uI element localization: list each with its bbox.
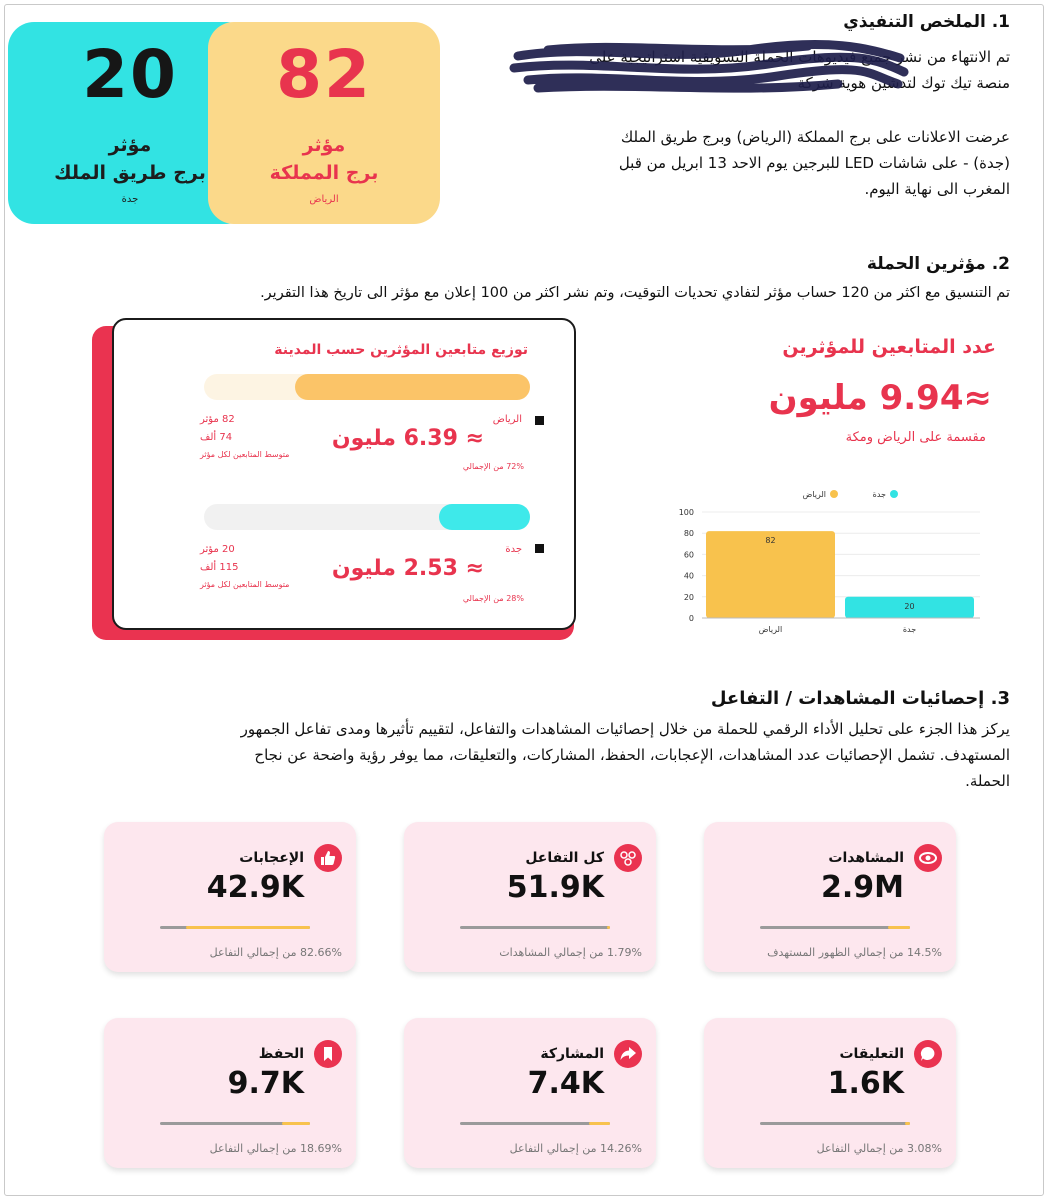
chart-x-label: جدة [902,625,917,634]
chart-data-label: 82 [765,536,776,546]
jeddah-share-text: 28% من الإجمالي [462,594,524,603]
kpi-card [704,822,956,972]
chart-ytick-label: 100 [678,508,694,517]
kpi-progress-fill [888,926,910,929]
section3-para [0,716,1010,794]
chart-ytick-label: 60 [683,550,694,560]
chart-ytick-label: 80 [683,529,694,539]
kpi-value: 9.7K [227,1066,304,1101]
jeddah-followers: ≈ 2.53 مليون [331,556,484,581]
kpi-note: 18.69% من إجمالي التفاعل [209,1142,342,1155]
riyadh-followers: ≈ 6.39 مليون [331,426,484,451]
kingroad-city: جدة [121,194,139,205]
kpi-label: المشاهدات [828,850,904,866]
section1-para2-line3: المغرب الى نهاية اليوم. [864,180,1010,198]
section3-title: 3. إحصائيات المشاهدات / التفاعل [710,688,1010,709]
kingdom-name: برج المملكة [269,162,379,184]
chart-x-label: الرياض [758,625,783,634]
kpi-progress-track [160,926,310,929]
kingroad-name: برج طريق الملك [54,162,206,184]
jeddah-avg-value: 115 ألف [200,562,239,573]
kpi-progress-fill [905,1122,910,1125]
kpi-note: 14.26% من إجمالي التفاعل [509,1142,642,1155]
chart-legend-label: جدة [872,490,886,499]
riyadh-share-track [204,374,530,400]
chart-legend-swatch [890,490,898,498]
section2-para: تم التنسيق مع اكثر من 120 حساب مؤثر لتفادي تحديات التوقيت، وتم نشر اكثر من 100 إعلان مع مؤثر الى تاريخ هذا التقرير. [260,285,1010,301]
riyadh-avg-value: 74 ألف [200,432,233,443]
chart-ytick-label: 0 [688,614,694,623]
kpi-progress-fill [607,926,610,929]
section1-para2 [450,124,1010,202]
kpi-note: 3.08% من إجمالي التفاعل [816,1142,942,1155]
riyadh-avg-label: متوسط المتابعين لكل مؤثر [200,450,290,459]
distribution-title: توزيع متابعين المؤثرين حسب المدينة [274,342,528,358]
jeddah-label: جدة [505,544,522,555]
riyadh-share-fill [295,374,530,400]
jeddah-legend-square [535,544,544,553]
kingdom-city: الرياض [309,194,339,205]
distribution-card [112,318,576,630]
section1-title: 1. الملخص التنفيذي [843,12,1010,32]
kpi-card [404,822,656,972]
section1-para1-line1: تم الانتهاء من نشر جميع فيديوهات الحملة التسويقية استراتيجية على [589,48,1010,66]
thumbs-up-icon [314,844,342,872]
section3-para-line3: الحملة. [965,772,1010,790]
interaction-icon [614,844,642,872]
kpi-card [104,822,356,972]
followers-total: ≈9.94 مليون [768,378,992,418]
kpi-label: المشاركة [540,1046,604,1062]
chart-data-label: 20 [904,601,915,611]
section3-para-line2: المستهدف. تشمل الإحصائيات عدد المشاهدات، الإعجابات، الحفظ، المشاركات، والتعليقات، مما يوفر رؤية واضحة عن نجاح [254,746,1010,764]
bookmark-icon [314,1040,342,1068]
kpi-value: 7.4K [527,1066,604,1101]
share-icon [614,1040,642,1068]
kpi-label: الحفظ [258,1046,304,1062]
kpi-value: 1.6K [827,1066,904,1101]
kpi-label: كل التفاعل [525,850,604,866]
kpi-value: 42.9K [206,870,304,905]
comment-icon [914,1040,942,1068]
kpi-progress-track [760,926,910,929]
kingdom-count: 82 [276,36,372,113]
kpi-note: 82.66% من إجمالي التفاعل [209,946,342,959]
influencer-count-cards [8,22,440,224]
chart-ytick-label: 20 [683,592,694,602]
riyadh-influencers: 82 مؤثر [200,414,235,425]
kpi-card [404,1018,656,1168]
kpi-progress-fill [282,1122,310,1125]
kpi-progress-track [460,1122,610,1125]
eye-icon [914,844,942,872]
kpi-progress-track [160,1122,310,1125]
kpi-progress-fill [186,926,310,929]
kingroad-count: 20 [82,36,178,113]
chart-ytick-label: 40 [683,571,694,581]
jeddah-avg-label: متوسط المتابعين لكل مؤثر [200,580,290,589]
riyadh-legend-square [535,416,544,425]
section1-para2-line2: (جدة) - على شاشات LED للبرجين يوم الاحد 13 ابريل من قبل [618,154,1010,172]
kpi-value: 51.9K [506,870,604,905]
section2-title: 2. مؤثرين الحملة [866,254,1010,274]
riyadh-share-text: 72% من الإجمالي [462,462,524,471]
jeddah-influencers: 20 مؤثر [200,544,235,555]
jeddah-share-track [204,504,530,530]
kingdom-unit: مؤثر [302,134,346,156]
kpi-note: 14.5% من إجمالي الظهور المستهدف [767,946,942,959]
chart-legend-label: الرياض [802,490,826,499]
kpi-progress-fill [589,1122,610,1125]
kpi-progress-track [760,1122,910,1125]
kpi-note: 1.79% من إجمالي المشاهدات [499,946,642,959]
kpi-label: التعليقات [839,1046,904,1062]
kpi-card [704,1018,956,1168]
riyadh-label: الرياض [492,414,522,425]
section1-para1-line2: منصة تيك توك لتدشين هوية شركة [797,74,1010,92]
kingroad-unit: مؤثر [108,134,152,156]
jeddah-share-fill [439,504,530,530]
followers-note: مقسمة على الرياض ومكة [845,430,986,445]
section1-para2-line1: عرضت الاعلانات على برج المملكة (الرياض) وبرج طريق الملك [620,128,1010,146]
kpi-value: 2.9M [821,870,904,905]
kpi-card [104,1018,356,1168]
kpi-progress-track [460,926,610,929]
followers-title: عدد المتابعين للمؤثرين [782,336,996,358]
influencers-bar-chart [646,480,986,640]
section3-para-line1: يركز هذا الجزء على تحليل الأداء الرقمي للحملة من خلال إحصائيات المشاهدات والتفاعل، لتقييم تأثيرها ومدى تفاعل الجمهور [240,720,1010,738]
chart-legend-swatch [830,490,838,498]
kpi-label: الإعجابات [239,850,304,866]
redaction-scribble [508,38,910,98]
kingdom-tower-card [208,22,440,224]
